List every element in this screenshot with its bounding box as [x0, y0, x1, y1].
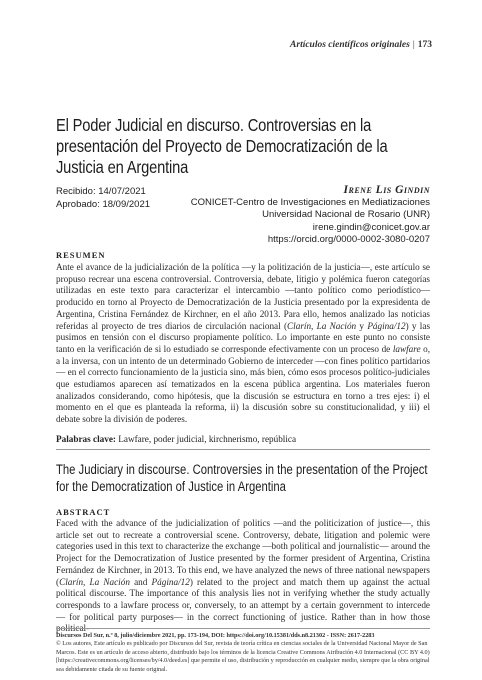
affiliation-1: CONICET-Centro de Investigaciones en Mediatizaciones [190, 196, 430, 208]
newspaper-pagina12-es: Página/12 [367, 320, 406, 331]
article-title-en: The Judiciary in discourse. Controversies in the presentation of the Project for the Democratization of Justice in Argentina [56, 462, 428, 494]
section-label: Artículos científicos originales [290, 40, 410, 50]
received-date: Recibido: 14/07/2021 [56, 186, 146, 197]
abstract-part-1: Faced with the advance of the judicialization of politics —and the politicization of justice—, this article set out to recreate a controversial scene. Controversy, debate, litigation and polemic were categories used in this text to characterize the exchange —both political and journalistic— around the Project for the Democratization of Justice presented by the former president of Argentina, Cristina Fernández de Kirchner, in 2013. To this end, we have analyzed the news of three national newspapers ( [56, 518, 431, 587]
resumen-part-3: o, a la inversa, con un intento de un determinado Gobierno de interceder —con fines político partidarios— en el correcto funcionamiento de la justicia sino, más bien, cómo esos procesos político-judiciales que estudiamos aparecen así tematizados en la escena pública argentina. Los materiales fueron analizados considerando, como hipótesis, que la discusión se estructura en torno a tres ejes: i) el momento en el que es planteada la reforma, ii) la discusión sobre su constitucionalidad, y iii) el debate sobre la división de poderes. [56, 343, 431, 425]
resumen-part-1: Ante el avance de la judicialización de la política —y la politización de la justicia—, este artículo se propuso recrear una escena controversial. Controversia, debate, litigio y polémica fueron categorías utilizadas en este texto para caracterizar el intercambio —tanto político como periodístico— producido en torno al Proyecto de Democratización de la Justicia presentado por la expresidenta de Argentina, Cristina Fernández de Kirchner, en el año 2013. Para ello, hemos analizado las noticias referidas al proyecto de tres diarios de circulación nacional ( [56, 262, 430, 331]
dates-block [56, 186, 150, 211]
resumen-heading: RESUMEN [56, 250, 106, 260]
lawfare-term: lawfare [392, 343, 421, 354]
approved-date: Aprobado: 18/09/2021 [56, 198, 151, 210]
footer [56, 632, 430, 674]
running-head [290, 40, 432, 50]
newspaper-pagina12-en: Página/12 [151, 576, 190, 587]
keywords-value: Lawfare, poder judicial, kirchnerismo, república [118, 434, 297, 444]
conjunction-and: and [129, 576, 152, 587]
resumen-part-2: ) y las pusimos en tensión con el discurso propiamente político. Lo importante en este punto no consiste tanto en la verificación de si lo estudiado se corresponde efectivamente con un proceso de [56, 320, 431, 354]
abstract-part-2: ) related to the project and match them up against the actual political discourse. The importance of this analysis lies not in verifying whether the study actually corresponds to a lawfare process or, conversely, to an attempt by a certain government to intercede — for political party purposes— in the correct functioning of justice. Rather than in how those political- [56, 576, 430, 634]
keywords [56, 434, 296, 444]
divider-rule [56, 449, 430, 450]
license-text: © Los autores, Este artículo es publicado por Discursos del Sur, revista de teoría crítica en ciencias sociales de la Universidad Nacional Mayor de San Marcos. Este es un artículo de acceso abierto, distribuido bajo los términos de la licencia Creative Commons Atribución 4.0 Internacional (CC BY 4.0) [https://creativecommons.org/licenses/by/4.0/deed.es] que permite el uso, distribución y reproducción en cualquier medio, siempre que la obra original sea debidamente citada de su fuente original. [56, 640, 430, 673]
newspapers-es: Clarín, La Nación [287, 320, 357, 331]
footer-rule [56, 628, 430, 629]
author-name: Irene Lis Gindin [343, 184, 430, 196]
article-title-es: El Poder Judicial en discurso. Controversias en la presentación del Proyecto de Democratización de la Justicia en Argentina [56, 115, 388, 177]
page-number: 173 [417, 40, 432, 50]
separator: | [412, 40, 415, 50]
author-block [191, 184, 430, 247]
conjunction-y: y [356, 320, 368, 331]
journal-citation: Discursos Del Sur, n.º 8, julio/diciembre 2021, pp. 173-194, DOI: https://doi.org/10.15381/dds.n8.21302 - ISSN: 2617-2283 [56, 632, 375, 639]
affiliation-2: Universidad Nacional de Rosario (UNR) [262, 209, 430, 220]
abstract-heading: ABSTRACT [56, 507, 111, 517]
resumen-text [56, 262, 430, 426]
author-orcid[interactable]: https://orcid.org/0000-0002-3080-0207 [267, 234, 430, 245]
keywords-label: Palabras clave: [56, 434, 116, 444]
newspapers-en: Clarín, La Nación [59, 576, 130, 587]
author-email[interactable]: irene.gindin@conicet.gov.ar [312, 221, 430, 233]
abstract-text [56, 518, 431, 634]
